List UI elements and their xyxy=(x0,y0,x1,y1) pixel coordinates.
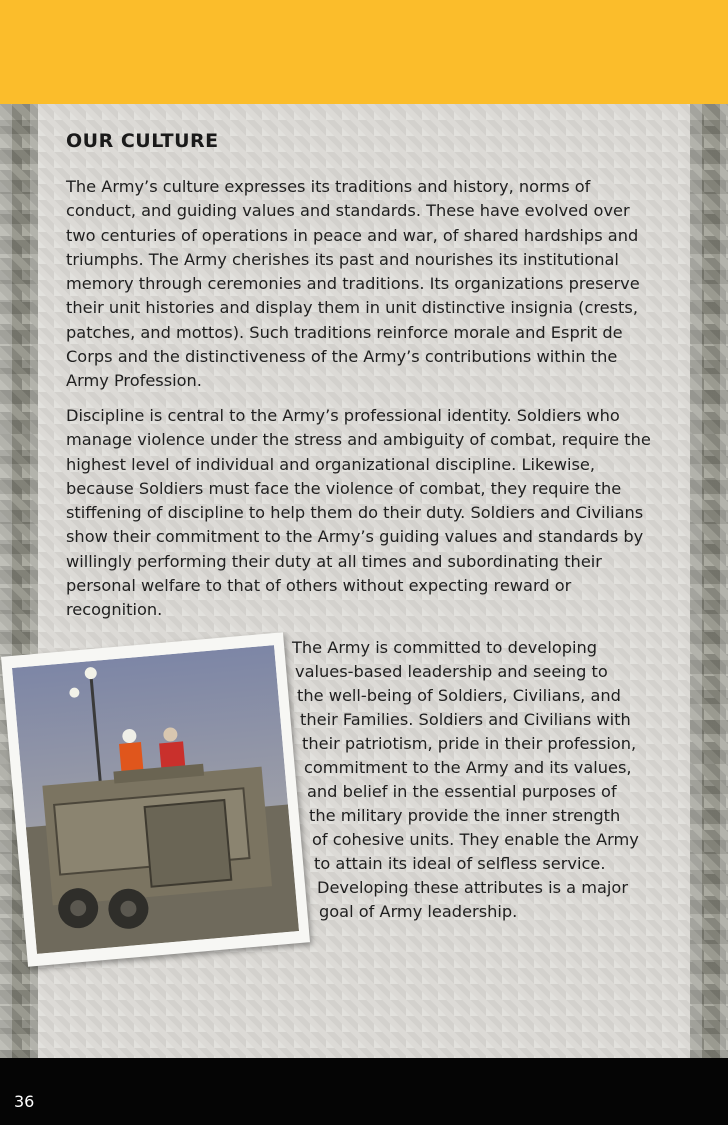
leadership-line: commitment to the Army and its values, xyxy=(304,758,632,777)
page-number: 36 xyxy=(14,1092,35,1111)
leadership-line: The Army is committed to developing xyxy=(292,638,598,657)
leadership-line: to attain its ideal of selfless service. xyxy=(314,854,606,873)
soldiers-vehicle-photo xyxy=(1,632,310,966)
leadership-line: their Families. Soldiers and Civilians with xyxy=(300,710,631,729)
paragraph-discipline: Discipline is central to the Army’s professional identity. Soldiers who manage violence under the stress and ambiguity of combat, require the highest level of individual and organizational discipline. Likewise, because Soldiers must face the violence of combat, they require the stiffening of discipline to help them do their duty. Soldiers and Civilians show their commitment to the Army’s guiding values and standards by willingly performing their duty at all times and subordinating their personal welfare to that of others without expecting reward or recognition. xyxy=(66,406,651,620)
paragraph-culture: The Army’s culture expresses its traditions and history, norms of conduct, and guiding values and standards. These have evolved over two centuries of operations in peace and war, of shared hardships and triumphs. The Army cherishes its past and nourishes its institutional memory through ceremonies and traditions. Its organizations preserve their unit histories and display them in unit distinctive insignia (crests, patches, and mottos). Such traditions reinforce morale and Esprit de Corps and the distinctiveness of the Army’s contributions within the Army Profession. xyxy=(66,177,640,391)
leadership-line: goal of Army leadership. xyxy=(319,902,518,921)
leadership-line: their patriotism, pride in their profession, xyxy=(302,734,637,753)
leadership-line: the well-being of Soldiers, Civilians, and xyxy=(297,686,621,705)
footer-band xyxy=(0,1058,728,1125)
leadership-line: and belief in the essential purposes of xyxy=(307,782,617,801)
top-yellow-band xyxy=(0,0,728,104)
leadership-line: values-based leadership and seeing to xyxy=(295,662,608,681)
leadership-line: of cohesive units. They enable the Army xyxy=(312,830,639,849)
section-heading: OUR CULTURE xyxy=(66,130,219,152)
leadership-line: the military provide the inner strength xyxy=(309,806,621,825)
leadership-line: Developing these attributes is a major xyxy=(317,878,628,897)
